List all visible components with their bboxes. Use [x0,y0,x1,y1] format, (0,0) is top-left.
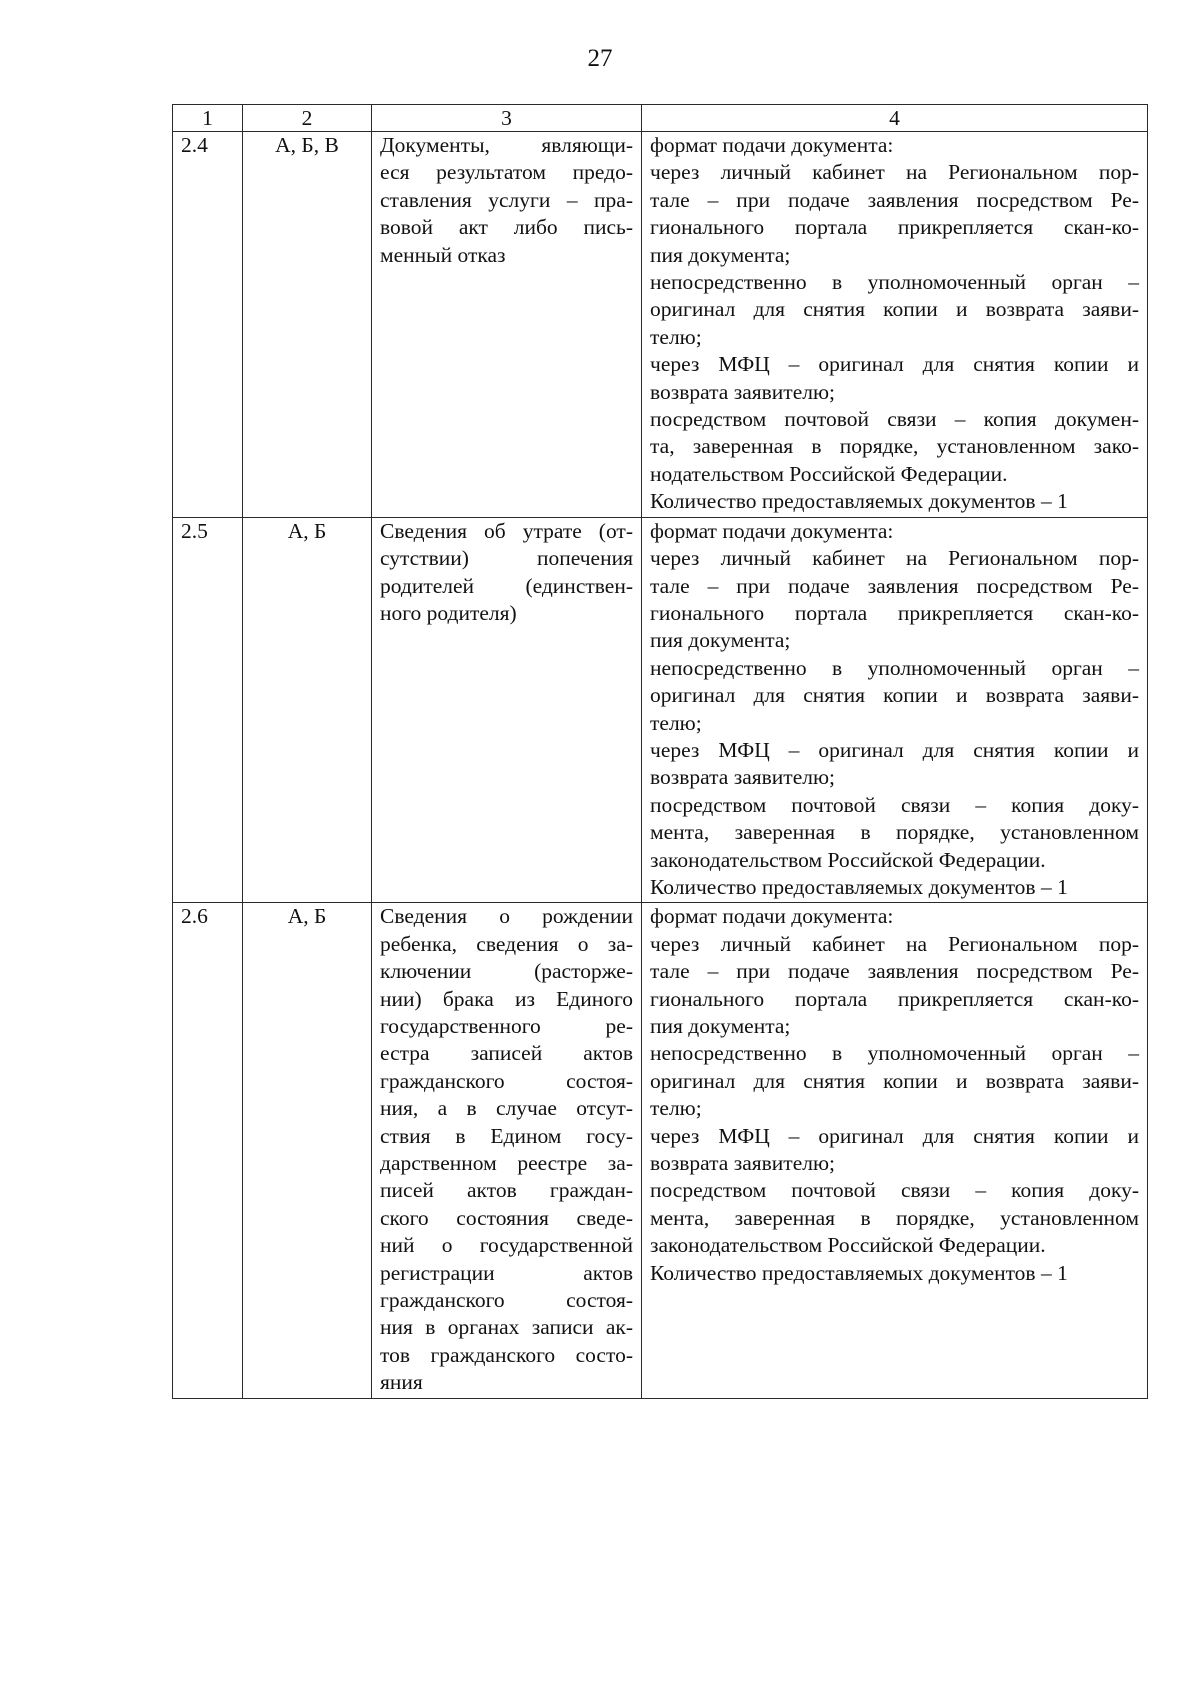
table-row [173,132,1148,518]
document-name-line: ного родителя) [380,600,517,625]
document-name [372,903,642,1398]
requirements-table [172,104,1148,1399]
document-name [372,517,642,903]
document-name-line: естра записей актов [380,1041,633,1066]
submission-format-line: пия документа; [650,242,791,267]
document-name-line: Сведения о рождении [380,904,633,929]
table-header [173,105,1148,132]
document-name-line: писей актов граждан- [380,1178,633,1203]
submission-format-line: возврата заявителю; [650,765,835,790]
submission-format-line: оригинал для снятия копии и возврата заяви- [650,1068,1139,1093]
document-name-line: ний о государственной [380,1233,633,1258]
document-name-line: ствия в Едином госу- [380,1123,633,1148]
submission-format-line: формат подачи документа: [650,904,894,929]
document-name-line: тов гражданского состо- [380,1342,633,1367]
document-name-line: еся результатом предо- [380,160,633,185]
row-number: 2.5 [173,517,243,903]
submission-format-line: гионального портала прикрепляется скан-ко- [650,986,1139,1011]
submission-format-line: нодательством Российской Федерации. [650,461,1008,486]
submission-format-line: тале – при подаче заявления посредством Ре- [650,573,1139,598]
document-name-line: дарственном реестре за- [380,1151,633,1176]
submission-format-line: тале – при подаче заявления посредством Ре- [650,959,1139,984]
submission-format [642,903,1148,1398]
header-col-2: 2 [243,105,372,132]
document-name-line: менный отказ [380,242,506,267]
submission-format-line: посредством почтовой связи – копия доку- [650,1178,1139,1203]
submission-format-line: та, заверенная в порядке, установленном зако- [650,434,1139,459]
header-col-3: 3 [372,105,642,132]
submission-format-line: мента, заверенная в порядке, установленном [650,1205,1139,1230]
header-col-4: 4 [642,105,1148,132]
submission-format-line: оригинал для снятия копии и возврата заяви- [650,683,1139,708]
table-row [173,903,1148,1398]
document-name-line: родителей (единствен- [380,573,633,598]
applicant-categories: А, Б, В [243,132,372,518]
document-name-line: яния [380,1370,423,1395]
submission-format [642,517,1148,903]
submission-format-line: посредством почтовой связи – копия доку- [650,792,1139,817]
submission-format-line: Количество предоставляемых документов – 1 [650,1260,1068,1285]
header-col-1: 1 [173,105,243,132]
submission-format-line: пия документа; [650,1014,791,1038]
submission-format [642,132,1148,518]
submission-format-line: Количество предоставляемых документов – 1 [650,874,1068,899]
submission-format-line: через личный кабинет на Региональном пор- [650,160,1139,185]
table-row [173,517,1148,903]
submission-format-line: телю; [650,324,702,349]
submission-format-line: законодательством Российской Федерации. [650,847,1046,872]
submission-format-line: через МФЦ – оригинал для снятия копии и [650,1123,1139,1148]
submission-format-line: через МФЦ – оригинал для снятия копии и [650,352,1139,377]
header-row [173,105,1148,132]
document-name-line: сутствии) попечения [380,546,633,571]
applicant-categories: А, Б [243,903,372,1398]
submission-format-line: непосредственно в уполномоченный орган – [650,270,1139,295]
document-name [372,132,642,518]
submission-format-line: пия документа; [650,628,791,653]
row-number: 2.4 [173,132,243,518]
submission-format-line: гионального портала прикрепляется скан-ко- [650,600,1139,625]
document-name-line: Сведения об утрате (от- [380,518,633,543]
document-name-line: ключении (расторже- [380,959,633,984]
page-number: 27 [587,45,613,72]
submission-format-line: посредством почтовой связи – копия докумен- [650,407,1139,432]
submission-format-line: тале – при подаче заявления посредством Ре- [650,187,1139,212]
submission-format-line: через личный кабинет на Региональном пор- [650,931,1139,956]
document-name-line: государственного ре- [380,1014,633,1038]
document-name-line: ставления услуги – пра- [380,187,633,212]
submission-format-line: возврата заявителю; [650,379,835,404]
document-name-line: гражданского состоя- [380,1068,633,1093]
document-name-line: нии) брака из Единого [380,986,633,1011]
document-name-line: ния в органах записи ак- [380,1315,633,1340]
submission-format-line: законодательством Российской Федерации. [650,1233,1046,1258]
submission-format-line: оригинал для снятия копии и возврата заяви- [650,297,1139,322]
table-body [173,132,1148,1399]
submission-format-line: формат подачи документа: [650,518,894,543]
submission-format-line: формат подачи документа: [650,133,894,157]
document-name-line: ния, а в случае отсут- [380,1096,633,1121]
submission-format-line: телю; [650,710,702,735]
submission-format-line: Количество предоставляемых документов – 1 [650,489,1068,514]
submission-format-line: непосредственно в уполномоченный орган – [650,655,1139,680]
document-name-line: вовой акт либо пись- [380,215,633,240]
submission-format-line: телю; [650,1096,702,1121]
submission-format-line: через личный кабинет на Региональном пор- [650,546,1139,571]
document-name-line: Документы, являющи- [380,133,633,157]
submission-format-line: возврата заявителю; [650,1151,835,1176]
row-number: 2.6 [173,903,243,1398]
applicant-categories: А, Б [243,517,372,903]
document-name-line: ребенка, сведения о за- [380,931,633,956]
document-name-line: ского состояния сведе- [380,1205,633,1230]
document-name-line: гражданского состоя- [380,1288,633,1313]
submission-format-line: непосредственно в уполномоченный орган – [650,1041,1139,1066]
submission-format-line: через МФЦ – оригинал для снятия копии и [650,737,1139,762]
submission-format-line: гионального портала прикрепляется скан-ко- [650,215,1139,240]
document-name-line: регистрации актов [380,1260,633,1285]
submission-format-line: мента, заверенная в порядке, установленном [650,820,1139,845]
